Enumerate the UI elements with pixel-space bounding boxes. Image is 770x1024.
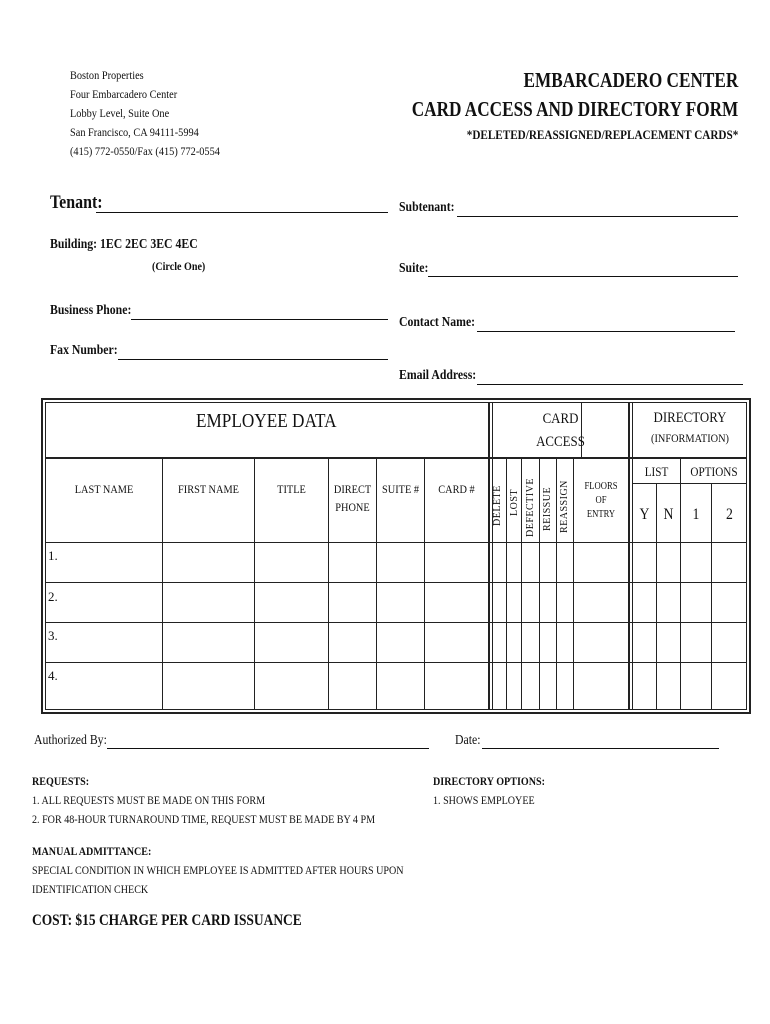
business-phone-field[interactable] — [131, 319, 388, 320]
row-number: 1. — [48, 548, 58, 563]
col-floors-2: OF — [595, 495, 607, 506]
manual-admittance-heading: MANUAL ADMITTANCE: — [32, 844, 152, 858]
fax-number-label: Fax Number: — [50, 343, 118, 358]
suite-label: Suite: — [399, 261, 429, 276]
requests-section — [32, 772, 375, 829]
manual-admittance-section — [32, 842, 404, 899]
col-floors: FLOORS — [584, 481, 618, 492]
row-number: 2. — [48, 589, 58, 604]
request-item: 2. FOR 48-HOUR TURNAROUND TIME, REQUEST MUST BE MADE BY 4 PM — [32, 812, 376, 826]
col-suite: SUITE # — [382, 482, 419, 496]
col-first-name: FIRST NAME — [178, 482, 239, 496]
form-title-2: CARD ACCESS AND DIRECTORY FORM — [411, 97, 738, 121]
building-label[interactable]: Building: 1EC 2EC 3EC 4EC — [50, 237, 198, 252]
address-line: Four Embarcadero Center — [70, 87, 178, 101]
col-lost: LOST — [509, 489, 520, 516]
row-number: 3. — [48, 628, 58, 643]
col-direct-phone: DIRECT — [333, 482, 372, 496]
col-reissue: REISSUE — [542, 486, 553, 531]
directory-information: (INFORMATION) — [651, 431, 729, 445]
col-direct-phone-2: PHONE — [335, 500, 370, 514]
col-option-2: 2 — [726, 506, 733, 523]
card-access-heading: CARD — [542, 411, 579, 427]
form-subtitle: *DELETED/REASSIGNED/REPLACEMENT CARDS* — [466, 127, 738, 142]
tenant-label: Tenant: — [50, 192, 103, 213]
col-title: TITLE — [277, 482, 306, 496]
form-title: EMBARCADERO CENTER — [523, 68, 738, 92]
business-phone-label: Business Phone: — [50, 303, 132, 318]
email-address-field[interactable] — [477, 384, 743, 385]
contact-name-field[interactable] — [477, 331, 735, 332]
col-reassign: REASSIGN — [559, 480, 570, 533]
col-option-1: 1 — [692, 506, 700, 523]
address-line: San Francisco, CA 94111-5994 — [70, 125, 199, 139]
col-floors-3: ENTRY — [586, 509, 616, 520]
manual-admittance-text-2: IDENTIFICATION CHECK — [32, 882, 149, 896]
col-last-name: LAST NAME — [74, 482, 134, 496]
employee-data-heading: EMPLOYEE DATA — [196, 410, 337, 432]
circle-one-note: (Circle One) — [152, 259, 206, 273]
authorized-by-label: Authorized By: — [34, 733, 107, 748]
tenant-field[interactable] — [96, 212, 388, 213]
form-title-block — [340, 66, 738, 146]
col-list-y: Y — [639, 506, 650, 523]
col-defective: DEFECTIVE — [525, 478, 536, 537]
subtenant-field[interactable] — [457, 216, 738, 217]
directory-option-item: 1. SHOWS EMPLOYEE — [433, 793, 535, 807]
company-name: Boston Properties — [70, 68, 144, 82]
contact-name-label: Contact Name: — [399, 315, 476, 330]
requests-heading: REQUESTS: — [32, 774, 90, 788]
col-options: OPTIONS — [690, 464, 738, 479]
suite-field[interactable] — [428, 276, 738, 277]
company-address — [70, 66, 220, 161]
cost-note: COST: $15 CHARGE PER CARD ISSUANCE — [32, 912, 302, 929]
fax-number-field[interactable] — [118, 359, 388, 360]
address-line: Lobby Level, Suite One — [70, 106, 170, 120]
phone-fax: (415) 772-0550/Fax (415) 772-0554 — [70, 144, 220, 158]
email-address-label: Email Address: — [399, 368, 477, 383]
manual-admittance-text: SPECIAL CONDITION IN WHICH EMPLOYEE IS ADMITTED AFTER HOURS UPON — [32, 863, 404, 877]
col-delete: DELETE — [492, 485, 503, 526]
directory-options-heading: DIRECTORY OPTIONS: — [433, 774, 545, 788]
subtenant-label: Subtenant: — [399, 200, 455, 215]
directory-options-section — [433, 772, 545, 810]
card-access-heading-2: ACCESS — [536, 434, 585, 450]
date-label: Date: — [455, 733, 481, 748]
col-list-n: N — [663, 506, 674, 523]
authorized-by-field[interactable] — [107, 748, 429, 749]
row-number: 4. — [48, 668, 58, 683]
date-field[interactable] — [482, 748, 719, 749]
col-list: LIST — [644, 464, 669, 479]
request-item: 1. ALL REQUESTS MUST BE MADE ON THIS FORM — [32, 793, 266, 807]
col-card: CARD # — [438, 482, 475, 496]
directory-heading: DIRECTORY — [653, 410, 727, 426]
